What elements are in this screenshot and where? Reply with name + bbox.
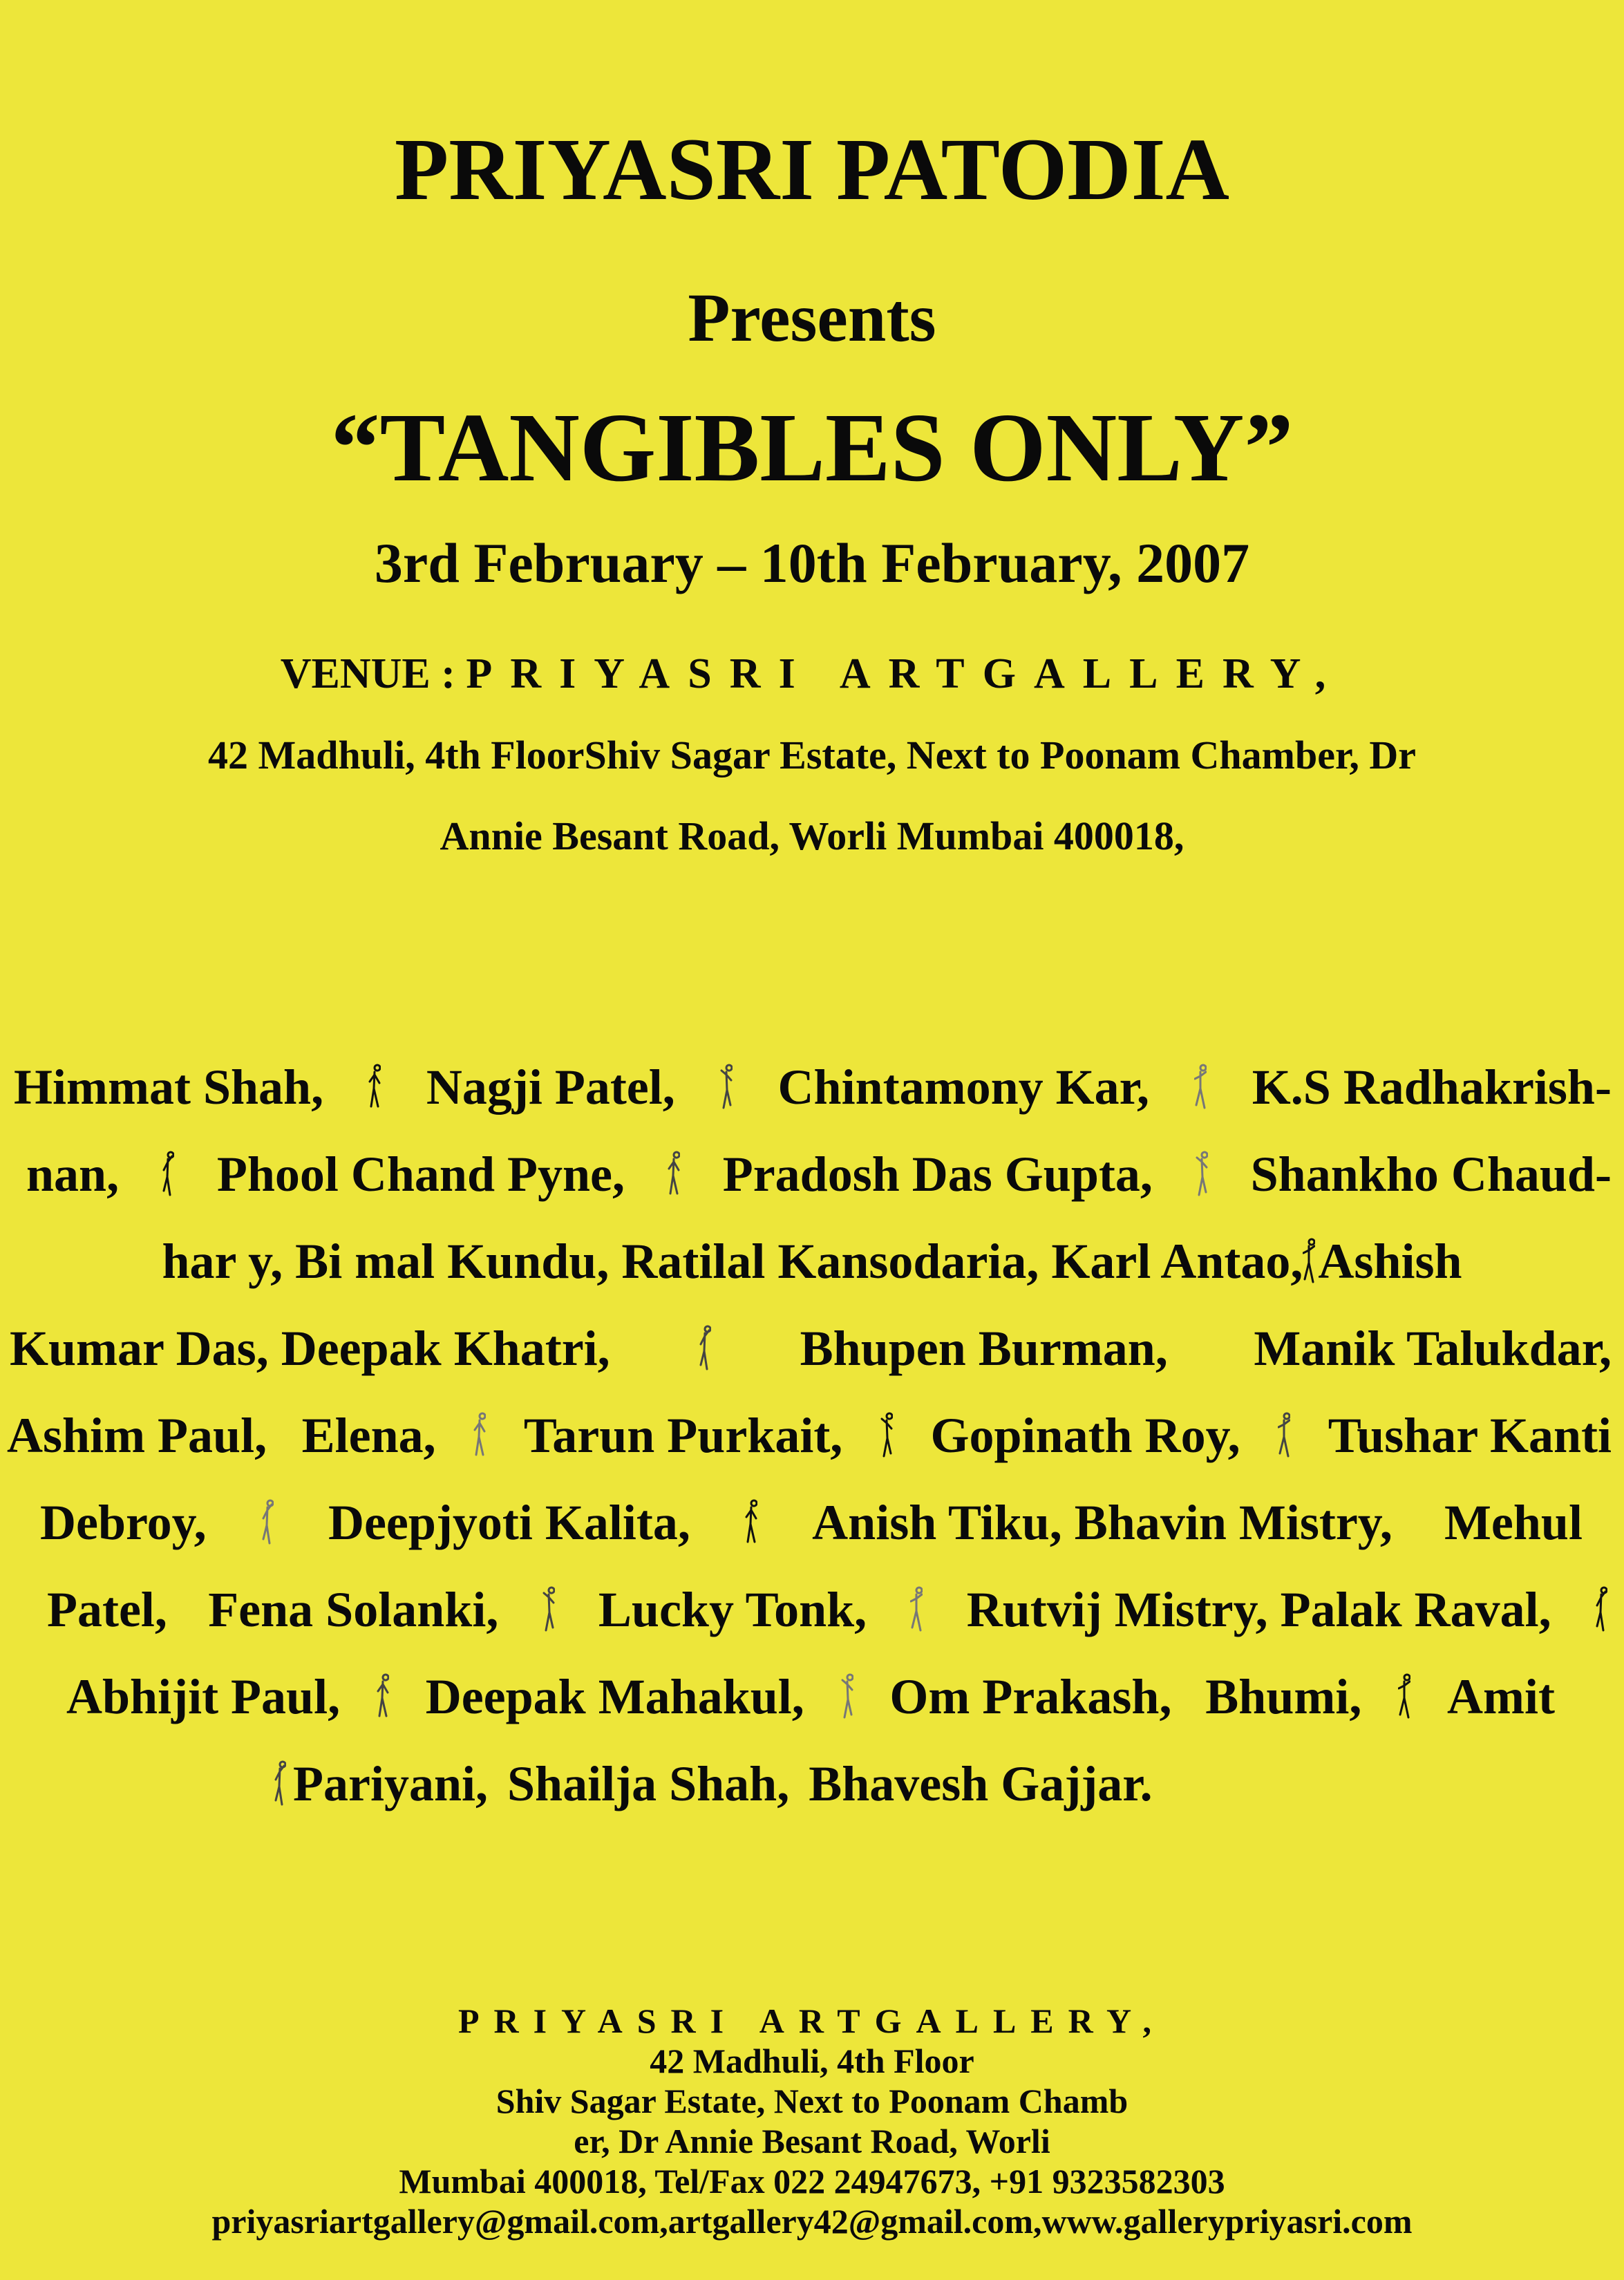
artist-name: Tushar Kanti [1328, 1407, 1612, 1463]
artist-line [0, 1218, 1624, 1305]
artist-name: Pariyani, [293, 1755, 488, 1811]
artist-name: Chintamony Kar, [777, 1059, 1149, 1115]
dancer-figure-icon [377, 1673, 389, 1721]
artist-name: Manik Talukdar, [1254, 1320, 1612, 1376]
footer-address-line: 42 Madhuli, 4th Floor [650, 2042, 974, 2080]
artist-name: Ashim Paul, [7, 1407, 267, 1463]
artist-line [0, 1131, 1624, 1218]
venue-label: VENUE : [280, 650, 455, 697]
dancer-figure-icon [699, 1324, 711, 1373]
dancer-figure-icon [1595, 1585, 1607, 1634]
artist-name: Ashish [1318, 1233, 1462, 1289]
artist-name: Fena Solanki, [208, 1581, 499, 1637]
artist-name: Mehul [1444, 1494, 1583, 1550]
artist-name: har y, Bi mal Kundu, Ratilal Kansodaria, Karl Antao, [162, 1233, 1303, 1289]
artist-list [0, 1044, 1624, 1827]
dancer-figure-icon [720, 1063, 733, 1111]
artist-name: Om Prakash, [889, 1668, 1172, 1724]
artist-line [0, 1479, 1624, 1566]
venue-gallery-name: PRIYASRI ARTGALLERY, [466, 650, 1344, 697]
artist-name: Shankho Chaud- [1250, 1146, 1612, 1202]
dancer-figure-icon [473, 1411, 486, 1460]
dancer-figure-icon [1303, 1237, 1315, 1285]
artist-name: Pradosh Das Gupta, [722, 1146, 1153, 1202]
dancer-figure-icon [542, 1585, 555, 1634]
footer-phone-line: Mumbai 400018, Tel/Fax 022 24947673, +91 9323582303 [399, 2162, 1225, 2201]
artist-name: Debroy, [40, 1494, 207, 1550]
artist-name: Kumar Das, Deepak Khatri, [10, 1320, 610, 1376]
artist-name: nan, [26, 1146, 120, 1202]
exhibition-title: “TANGIBLES ONLY” [330, 393, 1294, 502]
dancer-figure-icon [1196, 1150, 1208, 1198]
artist-name: Elena, [301, 1407, 436, 1463]
artist-name: Phool Chand Pyne, [216, 1146, 625, 1202]
artist-line [0, 1305, 1624, 1392]
artist-line [0, 1044, 1624, 1131]
artist-name: Deepjyoti Kalita, [328, 1494, 690, 1550]
dancer-figure-icon [668, 1150, 680, 1198]
artist-name: Bhumi, [1205, 1668, 1362, 1724]
artist-line [0, 1653, 1624, 1740]
presents-label: Presents [688, 279, 936, 356]
artist-name: Tarun Purkait, [523, 1407, 843, 1463]
artist-name: Bhupen Burman, [800, 1320, 1168, 1376]
artist-name: Abhijit Paul, [66, 1668, 341, 1724]
artist-name: Rutvij Mistry, Palak Raval, [966, 1581, 1551, 1637]
dancer-figure-icon [910, 1585, 923, 1634]
organizer-name: PRIYASRI PATODIA [395, 120, 1229, 218]
artist-name: K.S Radhakrish- [1252, 1059, 1612, 1115]
venue-line [0, 646, 1624, 701]
dancer-figure-icon [1398, 1673, 1410, 1721]
dancer-figure-icon [841, 1673, 853, 1721]
footer-address-line: Shiv Sagar Estate, Next to Poonam Chamb [495, 2082, 1129, 2120]
artist-name: Lucky Tonk, [598, 1581, 867, 1637]
dancer-figure-icon [274, 1760, 286, 1808]
footer-gallery-name: PRIYASRI ARTGALLERY, [457, 2001, 1167, 2040]
venue-address-line-1: 42 Madhuli, 4th FloorShiv Sagar Estate, Next to Poonam Chamber, Dr [207, 733, 1417, 778]
artist-line [0, 1566, 1624, 1653]
dancer-figure-icon [1278, 1411, 1290, 1460]
artist-line [0, 1740, 1624, 1827]
dancer-figure-icon [368, 1063, 381, 1111]
footer-address-line: er, Dr Annie Besant Road, Worli [574, 2122, 1050, 2160]
dancer-figure-icon [261, 1498, 274, 1547]
artist-name: Himmat Shah, [14, 1059, 324, 1115]
footer-contact-block [0, 2001, 1624, 2241]
artist-name: Shailja Shah, [507, 1755, 790, 1811]
exhibition-dates: 3rd February – 10th February, 2007 [374, 531, 1250, 594]
dancer-figure-icon [162, 1150, 174, 1198]
artist-name: Gopinath Roy, [930, 1407, 1240, 1463]
artist-name: Patel, [47, 1581, 167, 1637]
artist-name: Nagji Patel, [426, 1059, 675, 1115]
artist-name: Bhavesh Gajjar. [809, 1755, 1153, 1811]
dancer-figure-icon [745, 1498, 757, 1547]
artist-name: Amit [1446, 1668, 1555, 1724]
footer-email-web-line: priyasriartgallery@gmail.com,artgallery42@gmail.com,www.gallerypriyasri.com [211, 2202, 1413, 2241]
artist-name: Anish Tiku, Bhavin Mistry, [812, 1494, 1392, 1550]
dancer-figure-icon [1194, 1063, 1207, 1111]
artist-line [0, 1392, 1624, 1479]
dancer-figure-icon [880, 1411, 893, 1460]
venue-address-line-2: Annie Besant Road, Worli Mumbai 400018, [440, 813, 1184, 858]
artist-name: Deepak Mahakul, [425, 1668, 804, 1724]
